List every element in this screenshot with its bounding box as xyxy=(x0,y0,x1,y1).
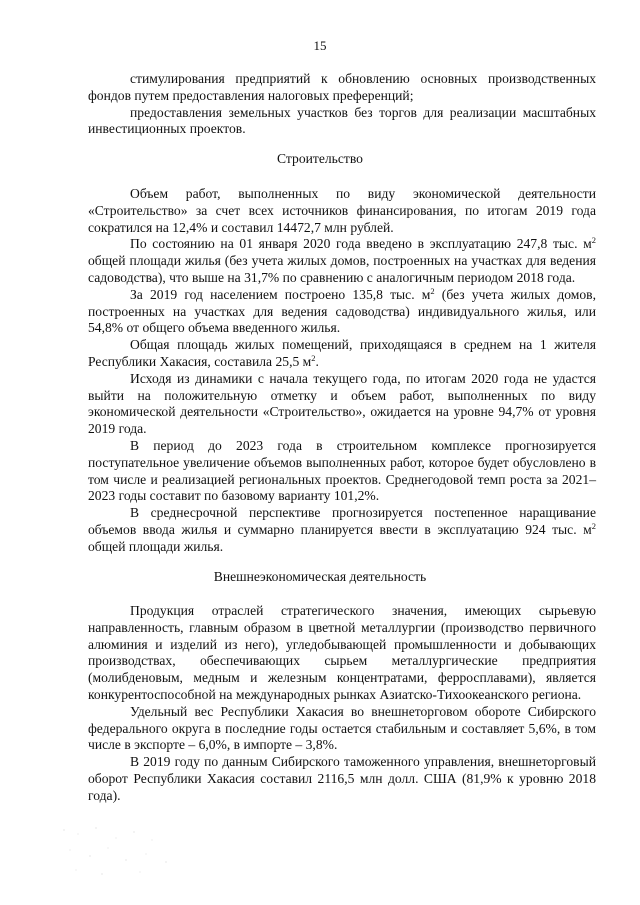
construction-paragraph-7 xyxy=(88,505,596,555)
construction-paragraph-4-end: . xyxy=(315,353,319,369)
construction-paragraph-3 xyxy=(88,287,596,337)
scan-specks xyxy=(56,820,176,880)
construction-paragraph-2 xyxy=(88,236,596,286)
superscript-2: 2 xyxy=(311,352,316,363)
construction-paragraph-4 xyxy=(88,337,596,371)
construction-paragraph-4-start: Общая площадь жилых помещений, приходящаяся в среднем на 1 жителя Республики Хакасия, составила 25,5 м xyxy=(88,337,596,369)
construction-paragraph-2-end: общей площади жилья (без учета жилых домов, построенных на участках для ведения садоводства), что выше на 31,7% по сравнению с аналогичным периодом 2018 года. xyxy=(88,253,596,285)
construction-paragraph-7-start: В среднесрочной перспективе прогнозируется постепенное наращивание объемов ввода жилья и суммарно планируется ввести в эксплуатацию 924 тыс. м xyxy=(88,505,596,537)
intro-paragraph-2: предоставления земельных участков без торгов для реализации масштабных инвестиционных проектов. xyxy=(88,104,596,137)
construction-text-block xyxy=(88,186,596,556)
intro-paragraph-1: стимулирования предприятий к обновлению основных производственных фондов путем предоставления налоговых преференций; xyxy=(88,71,596,103)
construction-paragraph-1: Объем работ, выполненных по виду экономической деятельности «Строительство» за счет всех источников финансирования, по итогам 2019 года сократился на 12,4% и составил 14472,7 млн рублей. xyxy=(88,186,596,235)
construction-paragraph-6: В период до 2023 года в строительном комплексе прогнозируется поступательное увеличение объемов выполненных работ, которое будет обусловлено в том числе и реализацией региональных проектов. Среднегодовой темп роста за 2021–2023 годы составит по базовому варианту 101,2%. xyxy=(88,437,596,504)
construction-paragraph-3-end: (без учета жилых домов, построенных на участках для ведения садоводства) индивидуального жилья, или 54,8% от общего объема введенного жилья. xyxy=(88,286,596,336)
superscript-2: 2 xyxy=(591,520,596,531)
construction-paragraph-5: Исходя из динамики с начала текущего года, по итогам 2020 года не удастся выйти на положительную отметку и объем работ, выполненных по виду экономической деятельности «Строительство», ожидается на уровне 94,7% от уровня 2019 года. xyxy=(88,370,596,437)
page-number: 15 xyxy=(313,38,327,53)
section-heading-foreign-trade: Внешнеэкономическая деятельность xyxy=(213,569,427,584)
construction-paragraph-7-end: общей площади жилья. xyxy=(88,538,224,554)
superscript-2: 2 xyxy=(591,235,596,246)
foreign-trade-text-block xyxy=(88,603,596,805)
foreign-trade-paragraph-2: Удельный вес Республики Хакасия во внешнеторговом обороте Сибирского федерального округа в последние годы остается стабильным и составляет 5,6%, в том числе в экспорте – 6,0%, в импорте – 3,8%. xyxy=(88,703,596,753)
construction-paragraph-3-start: За 2019 год населением построено 135,8 тыс. м xyxy=(130,286,431,302)
construction-paragraph-2-start: По состоянию на 01 января 2020 года введено в эксплуатацию 247,8 тыс. м xyxy=(130,236,592,252)
superscript-2: 2 xyxy=(430,285,435,296)
intro-text-block xyxy=(88,71,596,138)
foreign-trade-paragraph-3: В 2019 году по данным Сибирского таможенного управления, внешнеторговый оборот Республики Хакасия составил 2116,5 млн долл. США (81,9% к уровню 2018 года). xyxy=(88,754,596,803)
foreign-trade-paragraph-1: Продукция отраслей стратегического значения, имеющих сырьевую направленность, главным образом в цветной металлургии (производство первичного алюминия и изделий из него), угледобывающей промышленности и добывающих производствах, обеспечивающих сырьем металлургические предприятия (молибденовым, медным и железным концентратами, ферросплавами), является конкурентоспособной на международных рынках Азиатско-Тихоокеанского региона. xyxy=(88,603,596,702)
section-heading-construction: Строительство xyxy=(277,151,363,166)
